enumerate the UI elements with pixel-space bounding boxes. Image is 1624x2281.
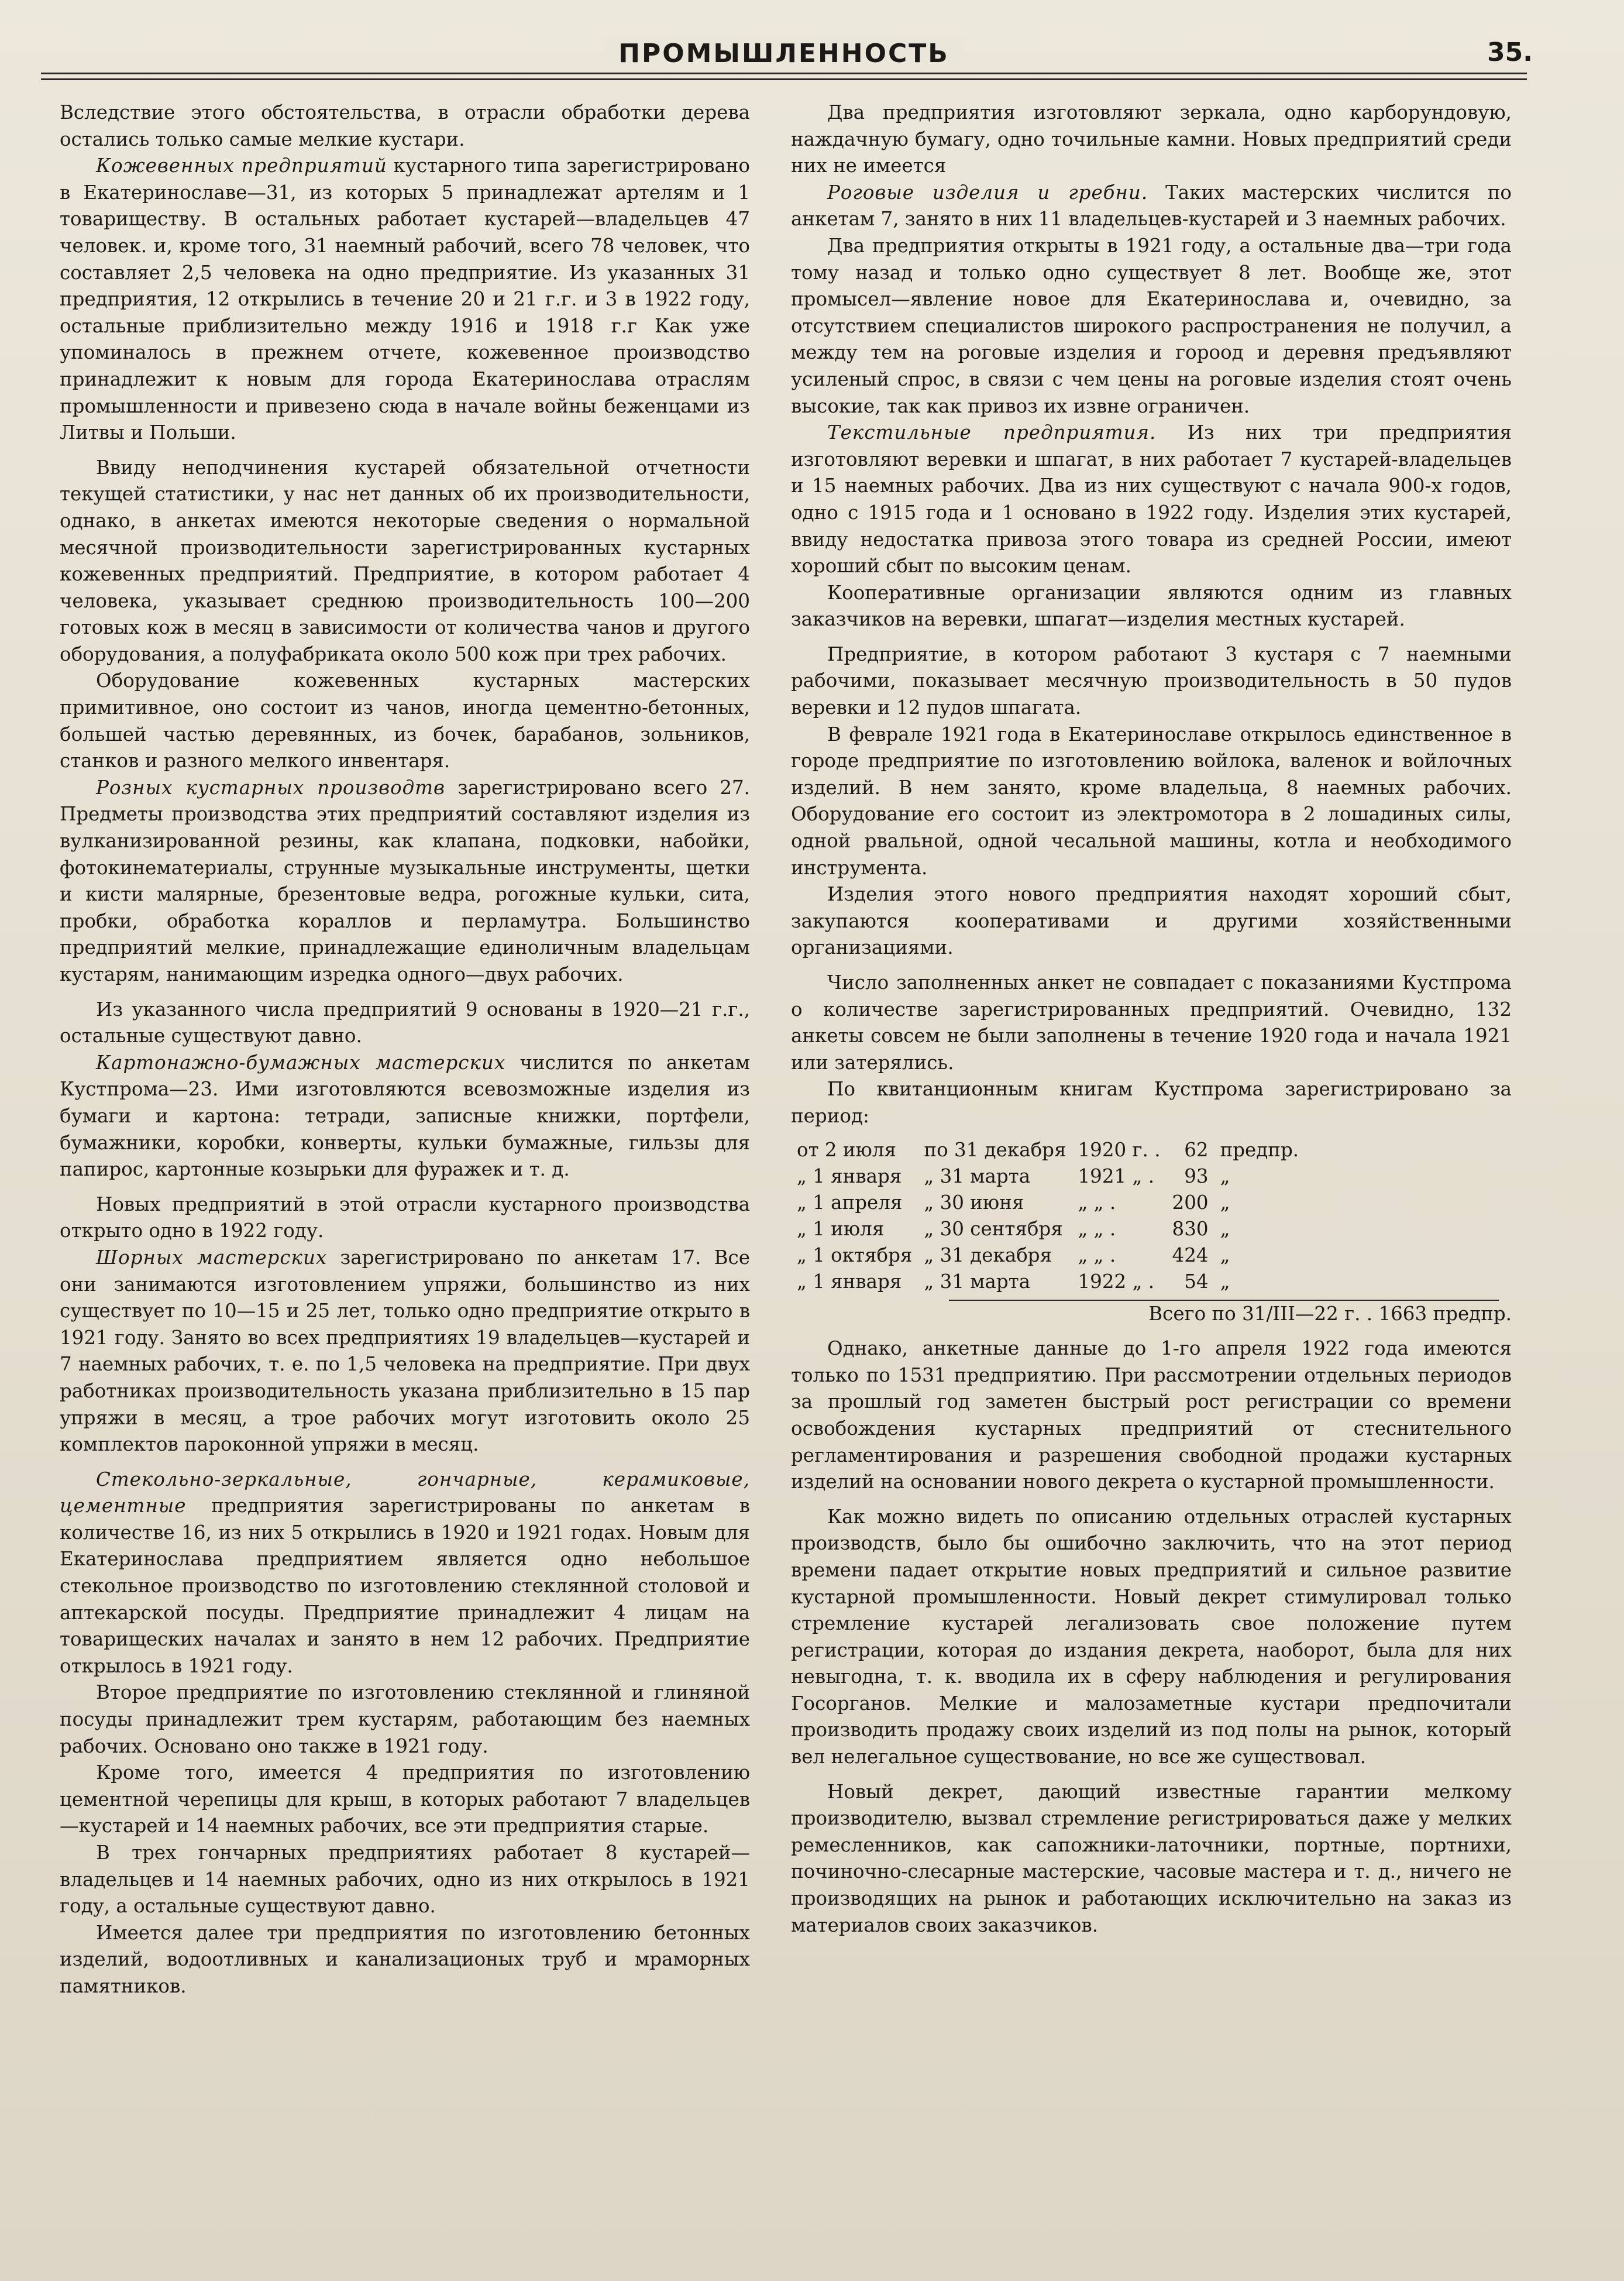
paragraph: Оборудование кожевенных кустарных мастерских примитивное, оно состоит из чанов, иногда цементно-бетонных, большей частью деревянных, из бочек, барабанов, зольников, станков и разного мелкого инвентаря. [60, 669, 750, 772]
paragraph: Кооперативные организации являются одним из главных заказчиков на веревки, шпагат—изделия местных кустарей. [791, 581, 1512, 631]
table-cell: 93 [1184, 1164, 1209, 1187]
paragraph: Второе предприятие по изготовлению стеклянной и глиняной посуды принадлежит трем кустарям, работающим без наемных рабочих. Основано оно также в 1921 году. [60, 1681, 750, 1757]
table-cell: „ [1220, 1217, 1230, 1240]
section-lead: Картонажно-бумажных мастерских [96, 1051, 506, 1074]
paragraph [60, 1466, 750, 1680]
section-lead: Роговые изделия и гребни. [827, 181, 1148, 204]
table-cell: по 31 декабря [924, 1138, 1066, 1161]
paragraph [60, 1050, 750, 1183]
table-cell: „ 30 июня [924, 1191, 1024, 1214]
paragraph: Число заполненных анкет не совпадает с показаниями Кустпрома о количестве зарегистрированных предприятий. Очевидно, 132 анкеты совсем не были заполнены в течение 1920 года и начала 1921 или затерялись. [791, 971, 1512, 1074]
paragraph [791, 420, 1512, 580]
table-cell: „ 31 марта [924, 1270, 1031, 1293]
paragraph-text: зарегистрировано по анкетам 17. Все они занимаются изготовлением упряжи, большинство из них существует по 10—15 и 25 лет, только одно предприятие открыто в 1921 году. Занято во всех предприятиях 19 владельцев—кустарей и 7 наемных рабочих, т. е. по 1,5 человека на предприятие. При двух работниках производительность указана приблизительно в 15 пар упряжи в месяц, а трое рабочих могут изготовить около 25 комплектов пароконной упряжи в месяц. [60, 1246, 750, 1456]
paragraph: Из указанного числа предприятий 9 основаны в 1920—21 г.г., остальные существуют давно. [60, 998, 750, 1047]
paragraph: В феврале 1921 года в Екатеринославе открылось единственное в городе предприятие по изготовлению войлока, валенок и войлочных изделий. В нем занято, кроме владельца, 8 наемных рабочих. Оборудование его состоит из электромотора в 2 лошадиных силы, одной рвальной, одной чесальной машины, котла и необходимого инструмента. [791, 723, 1512, 879]
paragraph: Два предприятия открыты в 1921 году, а остальные два—три года тому назад и только одно существует 8 лет. Вообще же, этот промысел—явление новое для Екатеринослава и, очевидно, за отсутствием специалистов широкого распространения не получил, а между тем на роговые изделия и гороод и деревня предъявляют усиленый спрос, в связи с чем цены на роговые изделия стоят очень высокие, так как привоз их извне ограничен. [791, 234, 1512, 417]
header-rule [41, 73, 1527, 74]
left-column [60, 99, 750, 2000]
table-cell: „ [1220, 1191, 1230, 1214]
table-cell: 1921 „ . [1078, 1164, 1155, 1187]
table-row [791, 1216, 1305, 1242]
table-row [791, 1190, 1305, 1216]
section-title: ПРОМЫШЛЕННОСТЬ [604, 39, 964, 68]
paragraph [60, 153, 750, 446]
paragraph-text: Таких мастерских числится по анкетам 7, занято в них 11 владельцев-кустарей и 3 наемных рабочих. [791, 181, 1512, 231]
page-number: 35. [1487, 37, 1533, 67]
table-cell: 830 [1172, 1217, 1209, 1240]
table-cell: „ 30 сентября [924, 1217, 1063, 1240]
paragraph: Новый декрет, дающий известные гарантии мелкому производителю, вызвал стремление регистрироваться даже у мелких ремесленников, как сапожники-латочники, портные, портнихи, починочно-слесарные мастерские, часовые мастера и т. д., ничего не производящих на рынок и работающих исключительно на заказ из материалов своих заказчиков. [791, 1780, 1512, 1936]
section-lead: Текстильные предприятия. [827, 421, 1157, 444]
paragraph [60, 775, 750, 988]
page-header [41, 36, 1533, 89]
paragraph: Вследствие этого обстоятельства, в отрасли обработки дерева остались только самые мелкие кустари. [60, 101, 750, 150]
paragraph-text: числится по анкетам Кустпрома—23. Ими изготовляются всевозможные изделия из бумаги и картона: тетради, записные книжки, портфели, бумажники, коробки, конверты, кульки бумажные, гильзы для папирос, картонные козырьки для фуражек и т. д. [60, 1051, 750, 1181]
table-cell: „ „ . [1078, 1243, 1116, 1266]
paragraph-text: предприятия зарегистрированы по анкетам в количестве 16, из них 5 открылись в 1920 и 1921 годах. Новым для Екатеринослава предприятием является одно небольшое стекольное производство по изготовлению стеклянной столовой и аптекарской посуды. Предприятие принадлежит 4 лицам на товарищеских началах и занято в нем 12 рабочих. Предприятие открылось в 1921 году. [60, 1495, 750, 1677]
section-lead: Розных кустарных производтв [96, 776, 445, 799]
table-row [791, 1269, 1305, 1295]
table-cell: „ 1 октября [797, 1243, 913, 1266]
registration-total: Всего по 31/III—22 г. . 1663 предпр. [1148, 1302, 1512, 1325]
section-lead: Кожевенных предприятий [96, 154, 387, 177]
paragraph: В трех гончарных предприятиях работает 8 кустарей—владельцев и 14 наемных рабочих, одно из них открылось в 1921 году, а остальные существуют давно. [60, 1842, 750, 1918]
paragraph: Однако, анкетные данные до 1-го апреля 1922 года имеются только по 1531 предприятию. При рассмотрении отдельных периодов за прошлый год заметен быстрый рост регистрации со времени освобождения кустарных предприятий от стеснительного регламентирования и разрешения свободной продажи кустарных изделий на основании нового декрета о кустарной промышленности. [791, 1337, 1512, 1493]
table-cell: 54 [1184, 1270, 1209, 1293]
table-cell: „ 1 января [797, 1270, 902, 1293]
table-cell: „ 31 декабря [924, 1243, 1052, 1266]
paragraph: Как можно видеть по описанию отдельных отраслей кустарных производств, было бы ошибочно заключить, что на этот период времени падает открытие новых предприятий и сильное развитие кустарной промышленности. Новый декрет стимулировал только стремление кустарей легализовать свое положение путем регистрации, которая до издания декрета, наоборот, была для них невыгодна, т. к. вводила их в сферу наблюдения и регулирования Госорганов. Мелкие и малозаметные кустари предпочитали производить продажу своих изделий из под полы на рынок, который вел нелегальное существование, но все же существовал. [791, 1505, 1512, 1768]
paragraph: Два предприятия изготовляют зеркала, одно карборундовую, наждачную бумагу, одно точильные камни. Новых предприятий среди них не имеется [791, 101, 1512, 177]
paragraph [60, 1245, 750, 1458]
paragraph: Предприятие, в котором работают 3 кустаря с 7 наемными рабочими, показывает месячную производительность в 50 пудов веревки и 12 пудов шпагата. [791, 643, 1512, 719]
section-lead: Стекольно-зеркальные, гончарные, керамиковые, цементные [60, 1468, 750, 1517]
paragraph [791, 180, 1512, 233]
right-column [791, 99, 1512, 1939]
table-cell: 1922 „ . [1078, 1270, 1155, 1293]
table-row [791, 1163, 1305, 1190]
section-title-wrap [41, 39, 1527, 68]
paragraph: Изделия этого нового предприятия находят хороший сбыт, закупаются кооперативами и другими хозяйственными организациями. [791, 883, 1512, 959]
table-cell: „ [1220, 1270, 1230, 1293]
table-cell: „ 31 марта [924, 1164, 1031, 1187]
table-cell: „ 1 июля [797, 1217, 885, 1240]
paragraph: Ввиду неподчинения кустарей обязательной отчетности текущей статистики, у нас нет данных об их производительности, однако, в анкетах имеются некоторые сведения о нормальной месячной производительности зарегистрированных кустарных кожевенных предприятий. Предприятие, в котором работает 4 человека, указывает среднюю производительность 100—200 готовых кож в месяц в зависимости от количества чанов и другого оборудования, а полуфабриката около 500 кож при трех рабочих. [60, 456, 750, 665]
table-cell: „ 1 апреля [797, 1191, 903, 1214]
paragraph: По квитанционным книгам Кустпрома зарегистрировано за период: [791, 1078, 1512, 1127]
section-lead: Шорных мастерских [96, 1246, 328, 1269]
table-cell: „ [1220, 1164, 1230, 1187]
paragraph: Имеется далее три предприятия по изготовлению бетонных изделий, водоотливных и канализационых труб и мраморных памятников. [60, 1921, 750, 1997]
table-cell: 1920 г. . [1078, 1138, 1161, 1161]
table-cell: „ 1 января [797, 1164, 902, 1187]
paragraph: Кроме того, имеется 4 предприятия по изготовлению цементной черепицы для крыш, в которых работают 7 владельцев—кустарей и 14 наемных рабочих, все эти предприятия старые. [60, 1761, 750, 1837]
table-cell: 62 [1184, 1138, 1209, 1161]
table-cell: 200 [1172, 1191, 1209, 1214]
table-row [791, 1137, 1305, 1163]
header-rule [41, 78, 1527, 80]
paragraph-text: зарегистрировано всего 27. Предметы производства этих предприятий составляют изделия из вулканизированной резины, как клапана, подковки, набойки, фотокинематериалы, струнные музыкальные инструменты, щетки и кисти малярные, брезентовые ведра, рогожные кульки, сита, пробки, обработка кораллов и перламутра. Большинство предприятий мелкие, принадлежащие единоличным владельцам кустарям, нанимающим изредка одного—двух рабочих. [60, 776, 750, 985]
table-cell: предпр. [1220, 1138, 1299, 1161]
paragraph: Новых предприятий в этой отрасли кустарного производства открыто одно в 1922 году. [60, 1193, 750, 1242]
table-cell: „ „ . [1078, 1191, 1116, 1214]
table-cell: „ [1220, 1243, 1230, 1266]
paragraph-text: кустарного типа зарегистрировано в Екатеринославе—31, из которых 5 принадлежат артелям и 1 товариществу. В остальных работает кустарей—владельцев 47 человек. и, кроме того, 31 наемный рабочий, всего 78 человек, что составляет 2,5 человека на одно предприятие. Из указанных 31 предприятия, 12 открылись в течение 20 и 21 г.г. и 3 в 1922 году, остальные приблизительно между 1916 и 1918 г.г Как уже упоминалось в прежнем отчете, кожевенное производство принадлежит к новым для города Екатеринослава отраслям промышленности и привезено сюда в начале войны беженцами из Литвы и Польши. [60, 154, 750, 444]
table-row [791, 1242, 1305, 1269]
paragraph-text: Из них три предприятия изготовляют веревки и шпагат, в них работает 7 кустарей-владельцев и 15 наемных рабочих. Два из них существуют с начала 900-х годов, одно с 1915 года и 1 основано в 1922 году. Изделия этих кустарей, ввиду недостатка привоза этого товара из средней России, имеют хороший сбыт по высоким ценам. [791, 421, 1512, 578]
table-cell: 424 [1172, 1243, 1209, 1266]
table-cell: от 2 июля [797, 1138, 896, 1161]
table-cell: „ „ . [1078, 1217, 1116, 1240]
registration-table [791, 1137, 1305, 1295]
